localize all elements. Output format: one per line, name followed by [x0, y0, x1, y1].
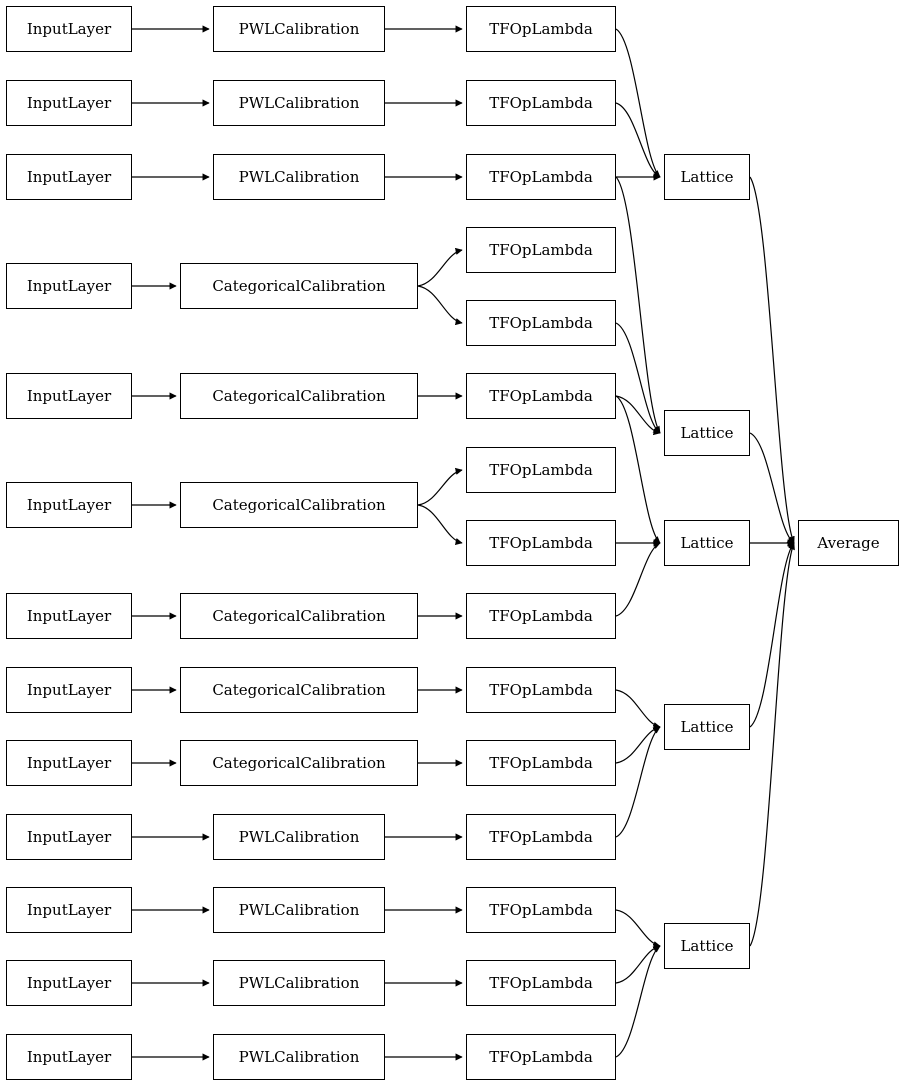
node-in2 — [6, 80, 132, 126]
edge-op9-to-lat3 — [616, 543, 660, 616]
node-in10 — [6, 814, 132, 860]
node-label: InputLayer — [26, 754, 112, 772]
edge-cal4-to-op5 — [418, 286, 462, 323]
node-label: TFOpLambda — [489, 94, 593, 112]
node-label: TFOpLambda — [489, 681, 593, 699]
node-op14 — [466, 960, 616, 1006]
node-in11 — [6, 887, 132, 933]
edge-op13-to-lat5 — [616, 910, 660, 946]
edge-cal4-to-op4 — [418, 250, 462, 286]
node-label: PWLCalibration — [238, 974, 360, 992]
edge-op14-to-lat5 — [616, 946, 660, 983]
node-in8 — [6, 667, 132, 713]
edge-op2-to-lat1 — [616, 103, 660, 177]
node-op1 — [466, 6, 616, 52]
node-cal4 — [180, 263, 418, 309]
node-label: PWLCalibration — [238, 901, 360, 919]
node-label: InputLayer — [26, 94, 112, 112]
node-label: TFOpLambda — [489, 534, 593, 552]
node-in13 — [6, 1034, 132, 1080]
node-label: InputLayer — [26, 387, 112, 405]
node-label: TFOpLambda — [489, 387, 593, 405]
node-label: CategoricalCalibration — [212, 681, 386, 699]
node-in12 — [6, 960, 132, 1006]
edge-lat2-to-avg — [750, 433, 794, 543]
node-op6 — [466, 373, 616, 419]
node-label: TFOpLambda — [489, 901, 593, 919]
node-label: PWLCalibration — [238, 20, 360, 38]
node-label: InputLayer — [26, 1048, 112, 1066]
node-lat2 — [664, 410, 750, 456]
node-cal11 — [213, 887, 385, 933]
node-op4 — [466, 227, 616, 273]
node-label: Lattice — [680, 718, 734, 736]
node-op15 — [466, 1034, 616, 1080]
edge-op10-to-lat4 — [616, 690, 660, 727]
node-label: TFOpLambda — [489, 241, 593, 259]
node-cal8 — [180, 667, 418, 713]
node-label: PWLCalibration — [238, 168, 360, 186]
node-op11 — [466, 740, 616, 786]
edge-op15-to-lat5 — [616, 946, 660, 1057]
node-in4 — [6, 263, 132, 309]
node-label: TFOpLambda — [489, 974, 593, 992]
node-label: InputLayer — [26, 901, 112, 919]
node-label: TFOpLambda — [489, 20, 593, 38]
node-op7 — [466, 447, 616, 493]
edge-cal6-to-op7 — [418, 470, 462, 505]
node-label: Lattice — [680, 937, 734, 955]
node-op8 — [466, 520, 616, 566]
node-label: PWLCalibration — [238, 94, 360, 112]
edge-op6-to-lat2 — [616, 396, 660, 433]
node-label: InputLayer — [26, 681, 112, 699]
edge-op12-to-lat4 — [616, 727, 660, 837]
node-label: InputLayer — [26, 20, 112, 38]
node-label: Average — [817, 534, 880, 552]
edge-op5-to-lat2 — [616, 323, 660, 433]
node-label: InputLayer — [26, 168, 112, 186]
node-op2 — [466, 80, 616, 126]
node-cal3 — [213, 154, 385, 200]
node-label: InputLayer — [26, 496, 112, 514]
node-label: TFOpLambda — [489, 314, 593, 332]
node-label: InputLayer — [26, 974, 112, 992]
edge-op6-to-lat3 — [616, 396, 660, 543]
node-cal1 — [213, 6, 385, 52]
node-in3 — [6, 154, 132, 200]
node-cal7 — [180, 593, 418, 639]
node-avg — [798, 520, 899, 566]
node-label: InputLayer — [26, 277, 112, 295]
node-label: CategoricalCalibration — [212, 387, 386, 405]
node-cal5 — [180, 373, 418, 419]
node-label: TFOpLambda — [489, 168, 593, 186]
node-op12 — [466, 814, 616, 860]
node-in6 — [6, 482, 132, 528]
node-in9 — [6, 740, 132, 786]
node-in5 — [6, 373, 132, 419]
node-label: TFOpLambda — [489, 828, 593, 846]
node-label: TFOpLambda — [489, 461, 593, 479]
node-lat3 — [664, 520, 750, 566]
node-label: Lattice — [680, 168, 734, 186]
node-in7 — [6, 593, 132, 639]
node-cal2 — [213, 80, 385, 126]
node-lat4 — [664, 704, 750, 750]
node-cal13 — [213, 1034, 385, 1080]
node-label: Lattice — [680, 534, 734, 552]
edge-lat1-to-avg — [750, 177, 794, 543]
edge-op3-to-lat2 — [616, 177, 660, 433]
node-op13 — [466, 887, 616, 933]
node-label: CategoricalCalibration — [212, 607, 386, 625]
node-label: CategoricalCalibration — [212, 754, 386, 772]
node-cal6 — [180, 482, 418, 528]
node-label: InputLayer — [26, 607, 112, 625]
node-label: TFOpLambda — [489, 1048, 593, 1066]
node-label: CategoricalCalibration — [212, 496, 386, 514]
node-label: Lattice — [680, 424, 734, 442]
node-op3 — [466, 154, 616, 200]
node-cal12 — [213, 960, 385, 1006]
node-op10 — [466, 667, 616, 713]
node-cal9 — [180, 740, 418, 786]
node-op5 — [466, 300, 616, 346]
edge-lat5-to-avg — [750, 543, 794, 946]
node-label: PWLCalibration — [238, 1048, 360, 1066]
node-lat5 — [664, 923, 750, 969]
node-label: CategoricalCalibration — [212, 277, 386, 295]
edge-op1-to-lat1 — [616, 29, 660, 177]
node-in1 — [6, 6, 132, 52]
node-label: TFOpLambda — [489, 607, 593, 625]
node-op9 — [466, 593, 616, 639]
node-cal10 — [213, 814, 385, 860]
node-lat1 — [664, 154, 750, 200]
edge-cal6-to-op8 — [418, 505, 462, 543]
edge-op11-to-lat4 — [616, 727, 660, 763]
node-label: PWLCalibration — [238, 828, 360, 846]
node-label: TFOpLambda — [489, 754, 593, 772]
node-label: InputLayer — [26, 828, 112, 846]
edge-lat4-to-avg — [750, 543, 794, 727]
